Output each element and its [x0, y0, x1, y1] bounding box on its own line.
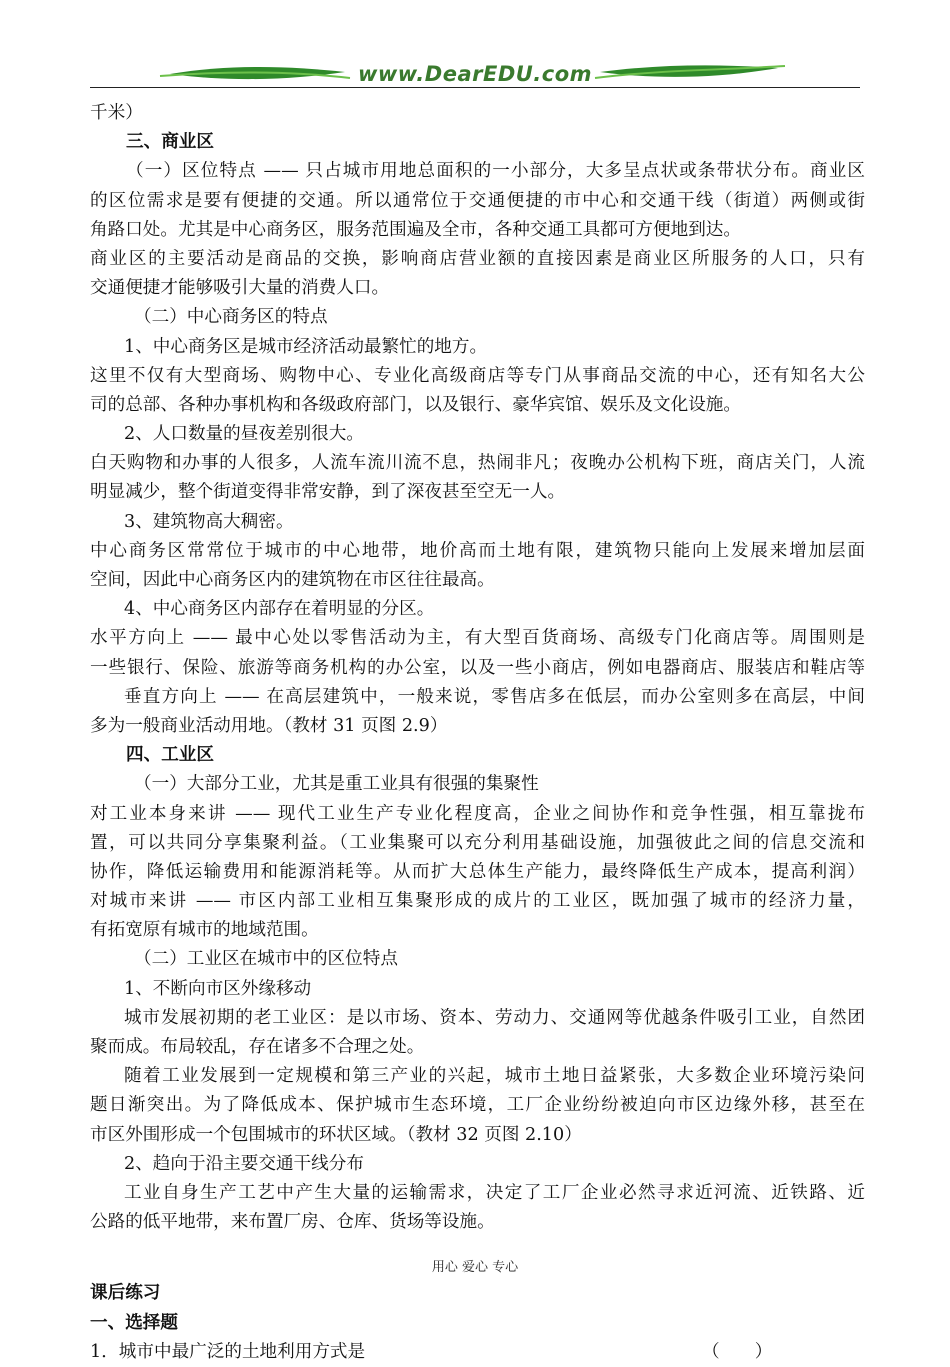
text-line: 对城市来讲 —— 市区内部工业相互集聚形成的成片的工业区，既加强了城市的经济力量， — [90, 891, 865, 912]
text-line: （一）区位特点 —— 只占城市用地总面积的一小部分，大多呈点状或条带状分布。商业区 — [126, 161, 865, 182]
text-line: 市区外围形成一个包围城市的环状区域。（教材 32 页图 2.10） — [90, 1124, 582, 1145]
section-heading: 四、工业区 — [126, 745, 214, 766]
text-line: 有拓宽原有城市的地域范围。 — [90, 920, 319, 941]
text-line: 垂直方向上 —— 在高层建筑中，一般来说，零售店多在低层，而办公室则多在高层，中间 — [124, 686, 865, 707]
page-header — [0, 0, 950, 100]
question-1 — [90, 1338, 865, 1367]
text-line: 城市发展初期的老工业区：是以市场、资本、劳动力、交通网等优越条件吸引工业，自然团 — [124, 1007, 865, 1028]
text-line: 千米） — [90, 103, 143, 123]
text-line: 1、不断向市区外缘移动 — [124, 978, 312, 999]
text-line: 2、人口数量的昼夜差别很大。 — [124, 424, 364, 445]
text-line: 空间，因此中心商务区内的建筑物在市区往往最高。 — [90, 570, 495, 590]
text-line: 白天购物和办事的人很多，人流车流川流不息，热闹非凡；夜晚办公机构下班，商店关门，人流 — [90, 453, 865, 474]
text-line: 置，可以共同分享集聚利益。（工业集聚可以充分利用基础设施，加强彼此之间的信息交流和 — [90, 832, 865, 853]
text-line: 公路的低平地带，来布置厂房、仓库、货场等设施。 — [90, 1212, 495, 1233]
page-footer: 用心 爱心 专心 — [431, 1260, 519, 1275]
text-line: 中心商务区常常位于城市的中心地带，地价高而土地有限，建筑物只能向上发展来增加层面 — [90, 540, 865, 561]
text-line: 水平方向上 —— 最中心处以零售活动为主，有大型百货商场、高级专门化商店等。周围则是 — [90, 628, 865, 649]
exercises-section: 一、选择题 — [90, 1312, 178, 1333]
header-rule — [90, 87, 860, 88]
text-line: 协作，降低运输费用和能源消耗等。从而扩大总体生产能力，最终降低生产成本，提高利润） — [90, 861, 865, 882]
answer-blank: （ ） — [702, 1341, 773, 1362]
text-line: 随着工业发展到一定规模和第三产业的兴起，城市土地日益紧张，大多数企业环境污染问 — [124, 1066, 865, 1087]
text-line: 的区位需求是要有便捷的交通。所以通常位于交通便捷的市中心和交通干线（街道）两侧或街 — [90, 190, 865, 211]
text-line: 商业区的主要活动是商品的交换，影响商店营业额的直接因素是商业区所服务的人口，只有 — [90, 248, 865, 269]
text-line: 司的总部、各种办事机构和各级政府部门，以及银行、豪华宾馆、娱乐及文化设施。 — [90, 394, 741, 415]
question-text: 1．城市中最广泛的土地利用方式是 — [90, 1341, 366, 1362]
text-line: 2、趋向于沿主要交通干线分布 — [124, 1153, 364, 1174]
text-line: 这里不仅有大型商场、购物中心、专业化高级商店等专门从事商品交流的中心，还有知名大公 — [90, 365, 865, 386]
section-heading: 三、商业区 — [126, 132, 214, 153]
subheading: （二）中心商务区的特点 — [134, 307, 328, 328]
text-line: 一些银行、保险、旅游等商务机构的办公室，以及一些小商店，例如电器商店、服装店和鞋店等 — [90, 657, 865, 678]
text-line: 1、中心商务区是城市经济活动最繁忙的地方。 — [124, 336, 488, 357]
text-line: 明显减少，整个街道变得非常安静，到了深夜甚至空无一人。 — [90, 482, 566, 503]
subheading: （一）大部分工业，尤其是重工业具有很强的集聚性 — [134, 774, 539, 795]
text-line: 3、建筑物高大稠密。 — [124, 511, 294, 532]
text-line: 工业自身生产工艺中产生大量的运输需求，决定了工厂企业必然寻求近河流、近铁路、近 — [124, 1182, 865, 1203]
text-line: 多为一般商业活动用地。（教材 31 页图 2.9） — [90, 715, 448, 736]
exercises-title: 课后练习 — [90, 1283, 161, 1304]
text-line: 交通便捷才能够吸引大量的消费人口。 — [90, 278, 390, 299]
document-body — [90, 99, 865, 1367]
subheading: （二）工业区在城市中的区位特点 — [134, 949, 398, 970]
text-line: 聚而成。布局较乱，存在诸多不合理之处。 — [90, 1037, 425, 1057]
text-line: 题日渐突出。为了降低成本、保护城市生态环境，工厂企业纷纷被迫向市区边缘外移，甚至在 — [90, 1095, 865, 1116]
text-line: 角路口处。尤其是中心商务区，服务范围遍及全市，各种交通工具都可方便地到达。 — [90, 219, 741, 240]
text-line: 对工业本身来讲 —— 现代工业生产专业化程度高，企业之间协作和竞争性强，相互靠拢布 — [90, 803, 865, 824]
text-line: 4、中心商务区内部存在着明显的分区。 — [124, 599, 435, 620]
site-logo[interactable]: www.DearEDU.com — [357, 62, 593, 86]
